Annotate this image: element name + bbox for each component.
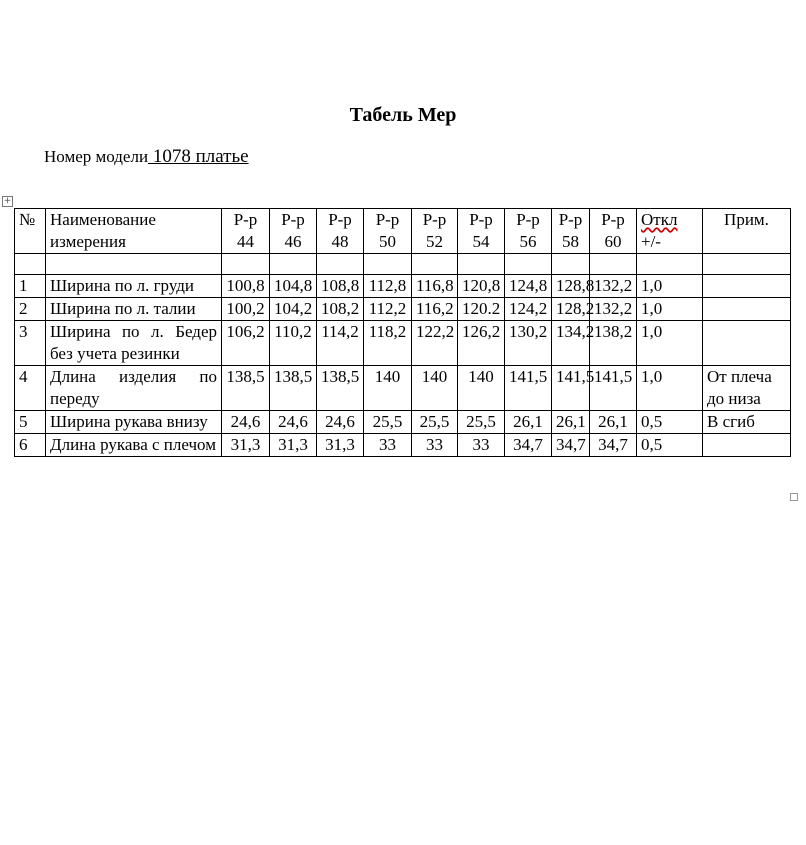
measurement-value: 116,2	[412, 298, 458, 321]
header-size-60: Р-р 60	[590, 209, 637, 254]
measurement-value: 138,5	[270, 366, 317, 411]
header-size-58: Р-р 58	[552, 209, 590, 254]
measurement-value: 110,2	[270, 321, 317, 366]
note-value: От плеча до низа	[703, 366, 791, 411]
measurement-name: Ширина по л. талии	[46, 298, 222, 321]
header-size-44: Р-р 44	[222, 209, 270, 254]
tolerance-value: 0,5	[637, 434, 703, 457]
table-row	[15, 411, 791, 434]
note-value	[703, 275, 791, 298]
measurement-name: Ширина по л. груди	[46, 275, 222, 298]
row-number: 4	[15, 366, 46, 411]
measurement-value: 33	[412, 434, 458, 457]
header-note: Прим.	[703, 209, 791, 254]
measurement-value: 26,1	[505, 411, 552, 434]
table-resize-handle[interactable]	[790, 493, 798, 501]
measurement-value: 140	[364, 366, 412, 411]
measurement-value: 138,5	[317, 366, 364, 411]
measurement-value: 116,8	[412, 275, 458, 298]
measurement-value: 25,5	[412, 411, 458, 434]
measurement-value: 33	[458, 434, 505, 457]
measurement-value: 120,8	[458, 275, 505, 298]
note-value	[703, 321, 791, 366]
measurement-value: 128,8	[552, 275, 590, 298]
measurement-value: 120.2	[458, 298, 505, 321]
tolerance-value: 0,5	[637, 411, 703, 434]
measurement-value: 141,5	[552, 366, 590, 411]
measurement-value: 140	[458, 366, 505, 411]
table-move-handle-icon[interactable]: +	[3, 196, 12, 206]
measurement-name: Длина рукава с плечом	[46, 434, 222, 457]
measurement-value: 34,7	[552, 434, 590, 457]
measurement-value: 112,2	[364, 298, 412, 321]
page-title: Табель Мер	[349, 104, 457, 126]
tolerance-value: 1,0	[637, 321, 703, 366]
measurement-value: 26,1	[552, 411, 590, 434]
measurement-value: 128,2	[552, 298, 590, 321]
measurement-value: 104,8	[270, 275, 317, 298]
note-value	[703, 434, 791, 457]
empty-row	[15, 254, 791, 275]
table-row	[15, 298, 791, 321]
header-size-48: Р-р 48	[317, 209, 364, 254]
table-row	[15, 434, 791, 457]
measurement-value: 31,3	[222, 434, 270, 457]
measurement-value: 132,2	[590, 298, 637, 321]
model-label: Номер модели	[44, 147, 149, 166]
measurement-value: 24,6	[222, 411, 270, 434]
measurement-value: 126,2	[458, 321, 505, 366]
row-number: 1	[15, 275, 46, 298]
measurement-value: 138,2	[590, 321, 637, 366]
table-header-row	[15, 209, 791, 254]
header-tolerance: Откл +/-	[637, 209, 703, 254]
model-value: 1078 платье	[148, 146, 249, 167]
model-number-line	[44, 146, 249, 168]
header-size-56: Р-р 56	[505, 209, 552, 254]
note-value	[703, 298, 791, 321]
measurement-value: 124,8	[505, 275, 552, 298]
measurement-value: 138,5	[222, 366, 270, 411]
tolerance-value: 1,0	[637, 298, 703, 321]
table-row	[15, 275, 791, 298]
header-no: №	[15, 209, 46, 254]
measurement-name: Ширина по л. Бедер без учета резинки	[46, 321, 222, 366]
measurement-value: 33	[364, 434, 412, 457]
measurements-table	[14, 208, 791, 457]
table-row	[15, 366, 791, 411]
measurement-value: 112,8	[364, 275, 412, 298]
measurement-value: 100,2	[222, 298, 270, 321]
tolerance-value: 1,0	[637, 275, 703, 298]
measurement-value: 132,2	[590, 275, 637, 298]
measurement-value: 34,7	[590, 434, 637, 457]
measurement-value: 141,5	[505, 366, 552, 411]
measurement-value: 31,3	[317, 434, 364, 457]
measurement-value: 134,2	[552, 321, 590, 366]
measurement-value: 24,6	[270, 411, 317, 434]
note-value: В сгиб	[703, 411, 791, 434]
header-name: Наименование измерения	[46, 209, 222, 254]
tolerance-value: 1,0	[637, 366, 703, 411]
row-number: 5	[15, 411, 46, 434]
measurement-value: 114,2	[317, 321, 364, 366]
header-size-54: Р-р 54	[458, 209, 505, 254]
measurement-name: Ширина рукава внизу	[46, 411, 222, 434]
row-number: 2	[15, 298, 46, 321]
measurement-value: 25,5	[364, 411, 412, 434]
measurement-value: 31,3	[270, 434, 317, 457]
measurement-value: 140	[412, 366, 458, 411]
measurement-value: 104,2	[270, 298, 317, 321]
measurement-value: 100,8	[222, 275, 270, 298]
measurement-value: 124,2	[505, 298, 552, 321]
measurement-value: 108,8	[317, 275, 364, 298]
measurement-value: 34,7	[505, 434, 552, 457]
measurement-value: 108,2	[317, 298, 364, 321]
header-size-50: Р-р 50	[364, 209, 412, 254]
measurement-value: 118,2	[364, 321, 412, 366]
row-number: 6	[15, 434, 46, 457]
measurement-value: 24,6	[317, 411, 364, 434]
measurement-value: 122,2	[412, 321, 458, 366]
measurement-name: Длина изделия по переду	[46, 366, 222, 411]
measurement-value: 26,1	[590, 411, 637, 434]
measurement-value: 141,5	[590, 366, 637, 411]
table-row	[15, 321, 791, 366]
measurement-value: 130,2	[505, 321, 552, 366]
row-number: 3	[15, 321, 46, 366]
header-size-52: Р-р 52	[412, 209, 458, 254]
measurement-value: 25,5	[458, 411, 505, 434]
measurement-value: 106,2	[222, 321, 270, 366]
header-size-46: Р-р 46	[270, 209, 317, 254]
